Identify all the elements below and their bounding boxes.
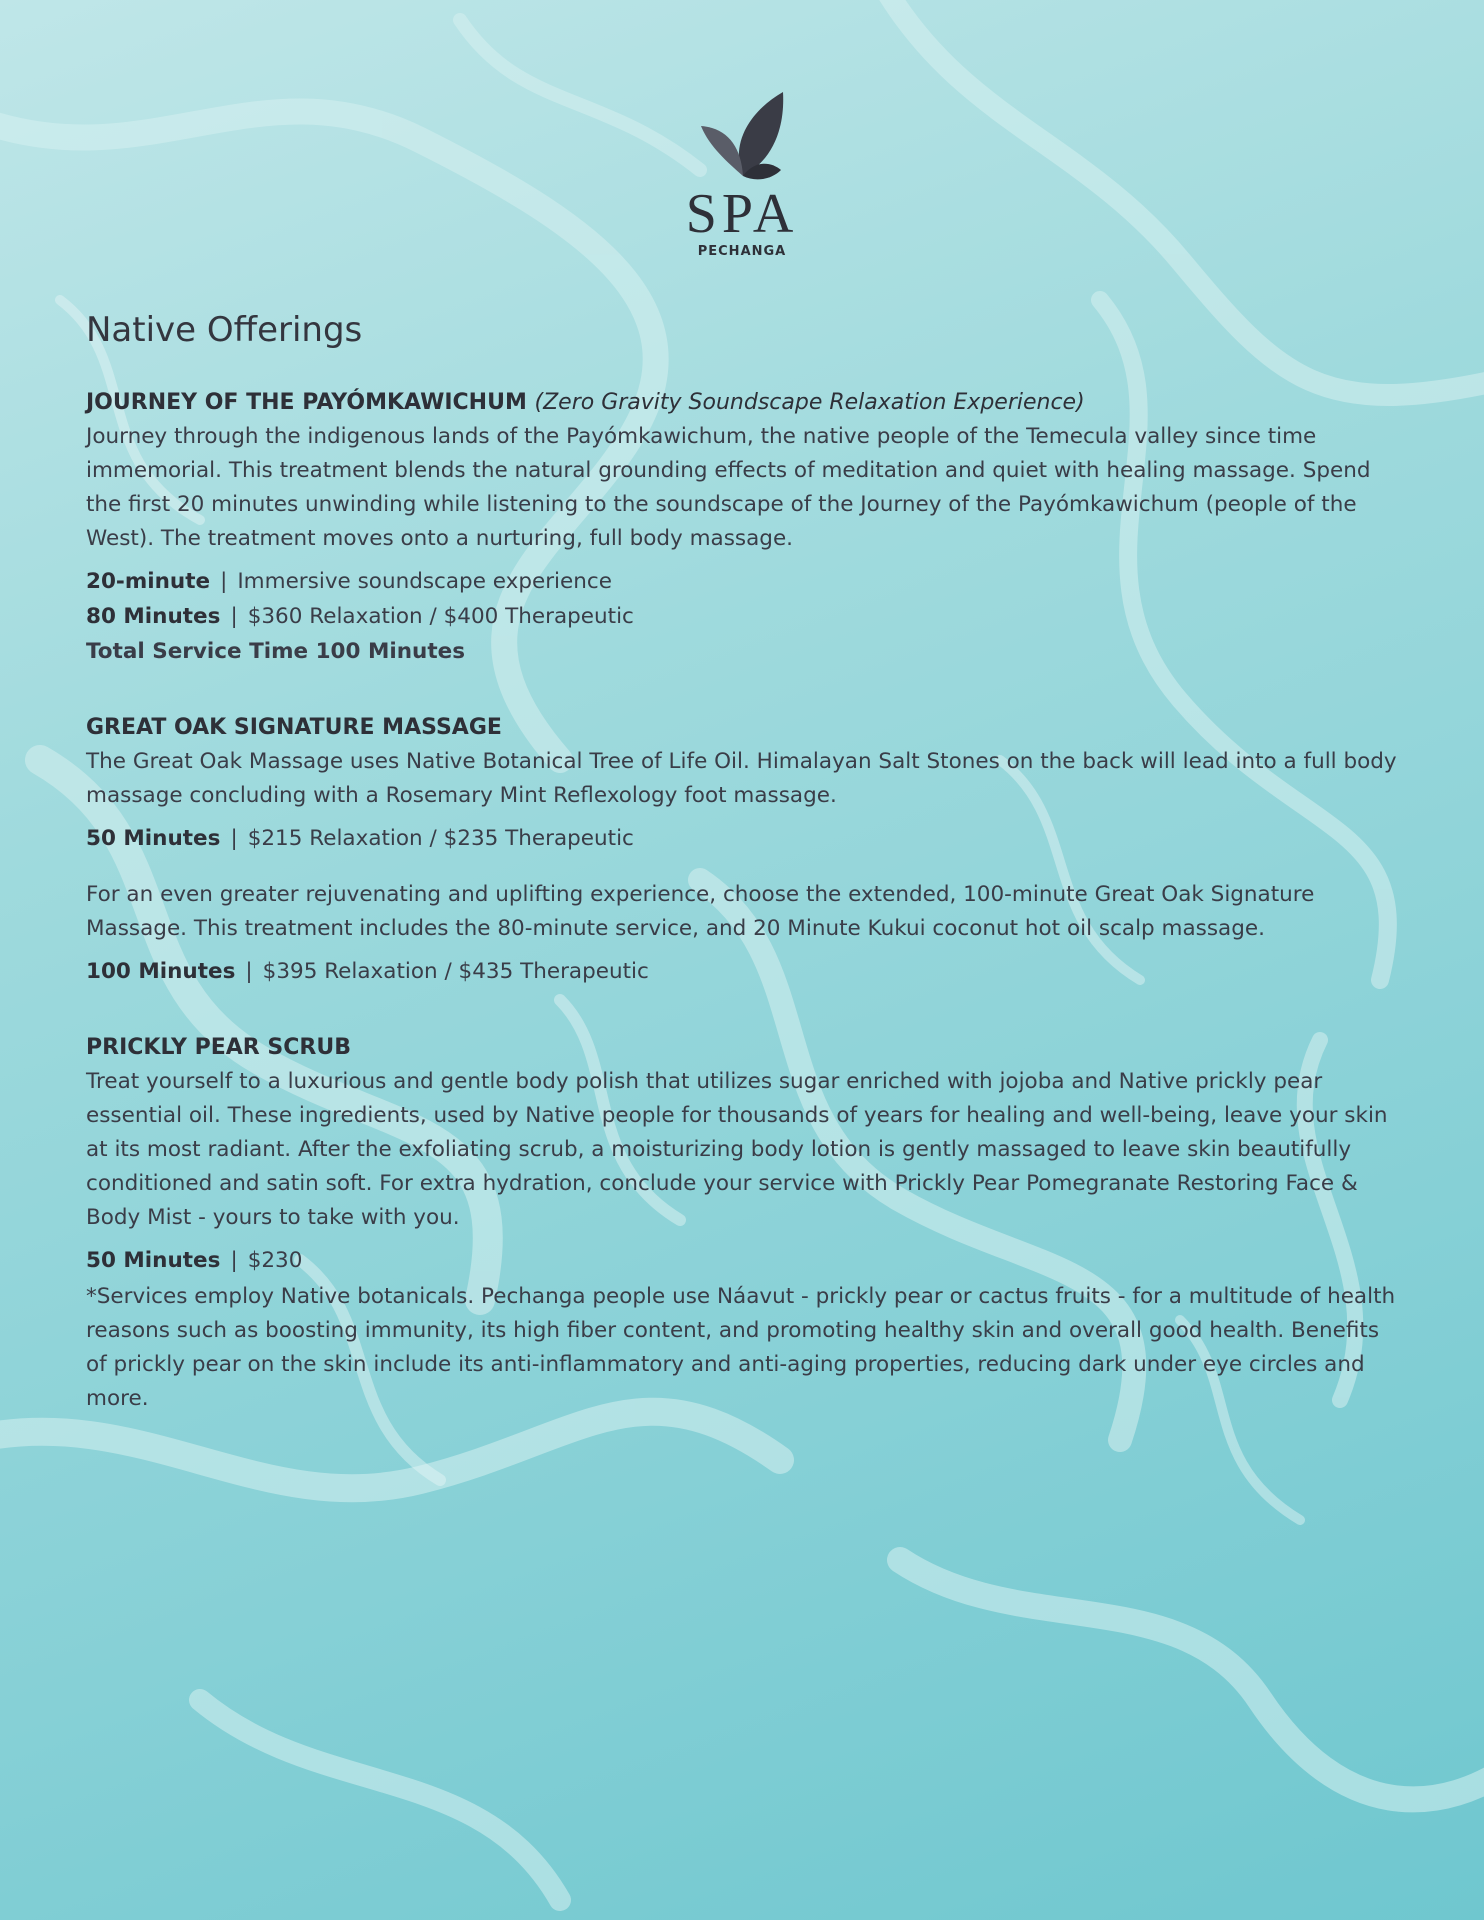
journey-line1-text: Immersive soundscape experience bbox=[237, 569, 612, 594]
prickly-pear-entry bbox=[86, 1031, 1406, 1416]
journey-line2-label: 80 Minutes bbox=[86, 604, 221, 629]
prickly-pear-price-text: $230 bbox=[247, 1248, 303, 1273]
great-oak-price1-label: 50 Minutes bbox=[86, 826, 221, 851]
great-oak-description: The Great Oak Massage uses Native Botanical Tree of Life Oil. Himalayan Salt Stones on the back will lead into a full body massage concluding with a Rosemary Mint Reflexology foot massage. bbox=[86, 749, 1397, 808]
great-oak-title: GREAT OAK SIGNATURE MASSAGE bbox=[86, 715, 502, 740]
journey-price-line bbox=[86, 599, 1406, 634]
prickly-pear-title: PRICKLY PEAR SCRUB bbox=[86, 1035, 351, 1060]
great-oak-extended-description: For an even greater rejuvenating and uplifting experience, choose the extended, 100-minute Great Oak Signature Massage. This treatment includes the 80-minute service, and 20 Minute Kukui coconut hot oil scalp massage. bbox=[86, 882, 1315, 941]
great-oak-extended-price-line bbox=[86, 954, 1406, 989]
journey-subtitle: (Zero Gravity Soundscape Relaxation Experience) bbox=[534, 390, 1085, 415]
great-oak-price-line bbox=[86, 821, 1406, 856]
menu-content bbox=[86, 306, 1406, 1458]
separator: | bbox=[245, 959, 253, 984]
leaves-icon bbox=[687, 88, 797, 184]
prickly-pear-description: Treat yourself to a luxurious and gentle body polish that utilizes sugar enriched with jojoba and Native prickly pear essential oil. These ingredients, used by Native people for thousands of years for healing and well-being, leave your skin at its most radiant. After the exfoliating scrub, a moisturizing body lotion is gently massaged to leave skin beautifully conditioned and satin soft. For extra hydration, conclude your service with Prickly Pear Pomegranate Restoring Face & Body Mist - yours to take with you. bbox=[86, 1069, 1388, 1230]
separator: | bbox=[230, 604, 238, 629]
separator: | bbox=[220, 569, 228, 594]
brand-subtitle: PECHANGA bbox=[697, 244, 787, 259]
great-oak-price1-text: $215 Relaxation / $235 Therapeutic bbox=[247, 826, 634, 851]
journey-title: JOURNEY OF THE PAYÓMKAWICHUM bbox=[86, 390, 527, 415]
separator: | bbox=[230, 1248, 238, 1273]
great-oak-price2-label: 100 Minutes bbox=[86, 959, 236, 984]
journey-line1-label: 20-minute bbox=[86, 569, 211, 594]
separator: | bbox=[230, 826, 238, 851]
brand-name: SPA bbox=[685, 183, 799, 245]
spa-logo bbox=[662, 88, 822, 260]
prickly-pear-price-line bbox=[86, 1243, 1406, 1278]
journey-soundscape-line bbox=[86, 564, 1406, 599]
prickly-pear-note: *Services employ Native botanicals. Pechanga people use Náavut - prickly pear or cactus fruits - for a multitude of health reasons such as boosting immunity, its high fiber content, and promoting healthy skin and overall good health. Benefits of prickly pear on the skin include its anti-inflammatory and anti-aging properties, reducing dark under eye circles and more. bbox=[86, 1284, 1396, 1411]
great-oak-price2-text: $395 Relaxation / $435 Therapeutic bbox=[262, 959, 649, 984]
section-title: Native Offerings bbox=[86, 310, 363, 350]
journey-description: Journey through the indigenous lands of the Payómkawichum, the native people of the Temecula valley since time immemorial. This treatment blends the natural grounding effects of meditation and quiet with healing massage. Spend the first 20 minutes unwinding while listening to the soundscape of the Journey of the Payómkawichum (people of the West). The treatment moves onto a nurturing, full body massage. bbox=[86, 424, 1371, 551]
journey-line2-text: $360 Relaxation / $400 Therapeutic bbox=[247, 604, 634, 629]
journey-total: Total Service Time 100 Minutes bbox=[86, 639, 465, 664]
prickly-pear-price-label: 50 Minutes bbox=[86, 1248, 221, 1273]
journey-title-line bbox=[86, 386, 1406, 420]
great-oak-entry bbox=[86, 711, 1406, 989]
journey-entry bbox=[86, 386, 1406, 669]
